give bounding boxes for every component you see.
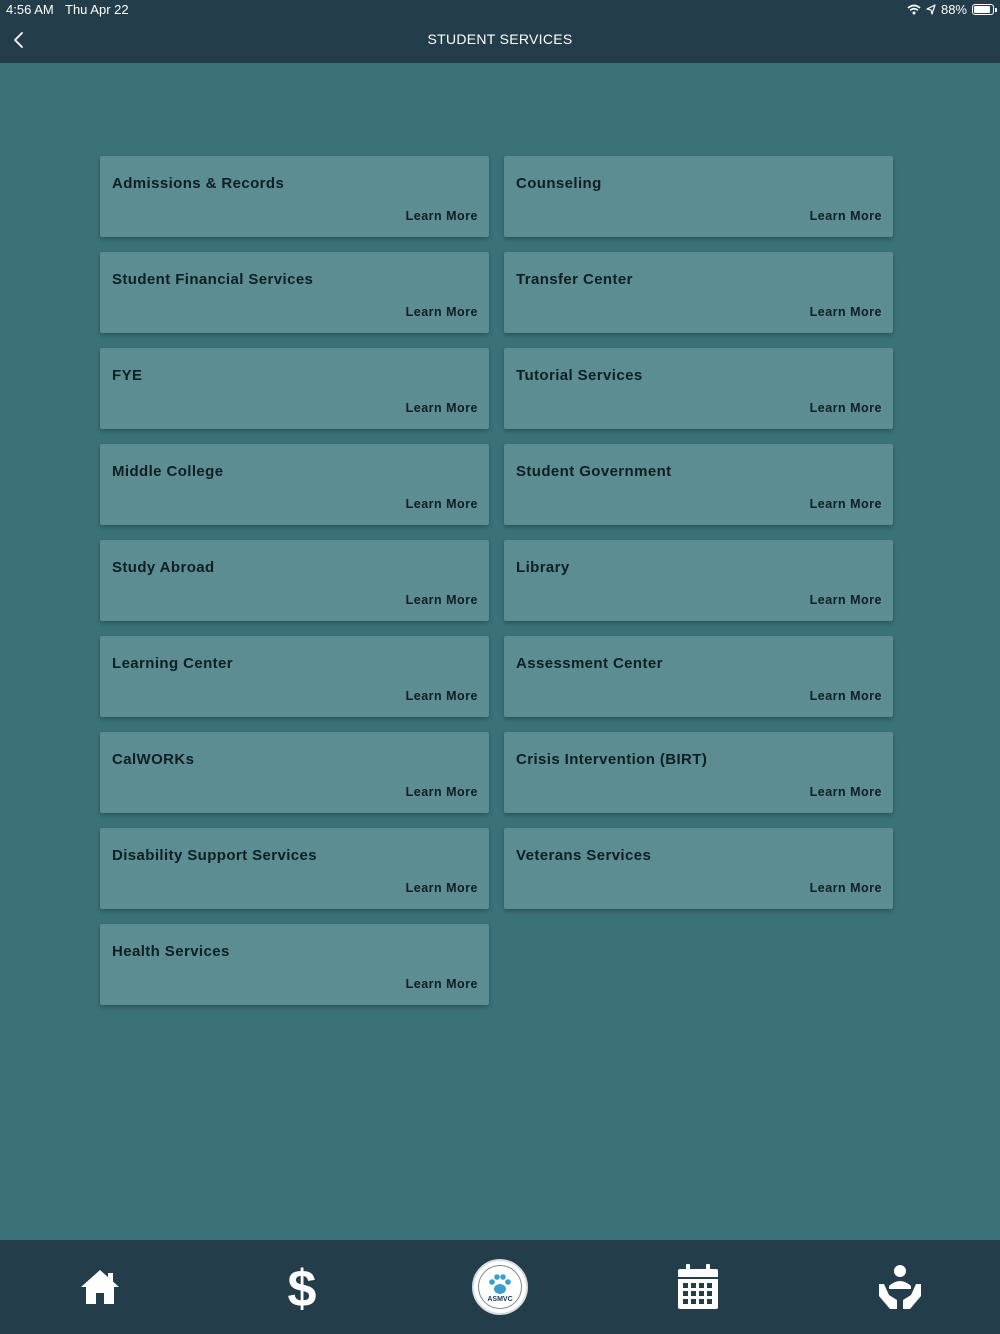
service-card[interactable]: [100, 636, 489, 717]
service-card[interactable]: [504, 348, 893, 429]
service-name: Tutorial Services: [516, 367, 643, 384]
home-icon: [79, 1267, 121, 1307]
service-name: Learning Center: [112, 655, 234, 672]
service-name: Student Financial Services: [112, 271, 314, 288]
service-name: Counseling: [516, 175, 602, 192]
service-name: Admissions & Records: [112, 175, 285, 192]
service-card[interactable]: [100, 156, 489, 237]
learn-more-link[interactable]: Learn More: [405, 305, 478, 319]
service-card[interactable]: [504, 252, 893, 333]
learn-more-link[interactable]: Learn More: [405, 593, 478, 607]
location-icon: [926, 4, 936, 15]
service-name: Health Services: [112, 943, 230, 960]
tab-calendar[interactable]: [658, 1240, 738, 1334]
learn-more-link[interactable]: Learn More: [405, 785, 478, 799]
battery-icon: [972, 4, 994, 15]
service-name: Veterans Services: [516, 847, 652, 864]
status-indicators: [907, 2, 994, 17]
service-card[interactable]: [504, 828, 893, 909]
service-card[interactable]: [504, 540, 893, 621]
service-card[interactable]: [100, 540, 489, 621]
learn-more-link[interactable]: Learn More: [405, 497, 478, 511]
tab-payments[interactable]: [262, 1240, 342, 1334]
service-name: Library: [516, 559, 570, 576]
service-card[interactable]: [100, 732, 489, 813]
learn-more-link[interactable]: Learn More: [405, 401, 478, 415]
tab-support[interactable]: [860, 1240, 940, 1334]
service-card[interactable]: [504, 636, 893, 717]
service-card[interactable]: [504, 156, 893, 237]
service-name: FYE: [112, 367, 143, 384]
svg-text:$: $: [287, 1261, 317, 1313]
nav-bar: [0, 20, 1000, 63]
learn-more-link[interactable]: Learn More: [809, 785, 882, 799]
service-name: CalWORKs: [112, 751, 195, 768]
services-grid: [100, 156, 893, 1005]
service-name: Crisis Intervention (BIRT): [516, 751, 708, 768]
service-card[interactable]: [100, 444, 489, 525]
service-card[interactable]: [100, 348, 489, 429]
learn-more-link[interactable]: Learn More: [809, 881, 882, 895]
learn-more-link[interactable]: Learn More: [405, 209, 478, 223]
service-name: Transfer Center: [516, 271, 633, 288]
learn-more-link[interactable]: Learn More: [809, 689, 882, 703]
learn-more-link[interactable]: Learn More: [809, 209, 882, 223]
tab-asmvc[interactable]: [460, 1240, 540, 1334]
learn-more-link[interactable]: Learn More: [405, 977, 478, 991]
service-name: Study Abroad: [112, 559, 215, 576]
wifi-icon: [907, 4, 921, 15]
learn-more-link[interactable]: Learn More: [809, 401, 882, 415]
asmvc-logo: [472, 1259, 528, 1315]
battery-percent: 88%: [940, 2, 967, 17]
support-hands-icon: [875, 1262, 925, 1312]
service-card[interactable]: [100, 924, 489, 1005]
learn-more-link[interactable]: Learn More: [809, 593, 882, 607]
learn-more-link[interactable]: Learn More: [405, 689, 478, 703]
service-name: Disability Support Services: [112, 847, 318, 864]
tab-home[interactable]: [60, 1240, 140, 1334]
service-name: Assessment Center: [516, 655, 663, 672]
service-card[interactable]: [504, 444, 893, 525]
logo-text: ASMVC: [487, 1296, 513, 1303]
tab-bar: [0, 1240, 1000, 1334]
service-name: Student Government: [516, 463, 672, 480]
dollar-icon: [284, 1261, 320, 1313]
status-time: 4:56 AM: [6, 2, 54, 17]
calendar-icon: [676, 1263, 720, 1311]
status-date: Thu Apr 22: [65, 2, 129, 17]
learn-more-link[interactable]: Learn More: [809, 305, 882, 319]
learn-more-link[interactable]: Learn More: [809, 497, 882, 511]
learn-more-link[interactable]: Learn More: [405, 881, 478, 895]
service-card[interactable]: [504, 732, 893, 813]
service-card[interactable]: [100, 828, 489, 909]
service-card[interactable]: [100, 252, 489, 333]
status-bar: [0, 0, 1000, 20]
page-title: STUDENT SERVICES: [427, 31, 573, 47]
service-name: Middle College: [112, 463, 224, 480]
